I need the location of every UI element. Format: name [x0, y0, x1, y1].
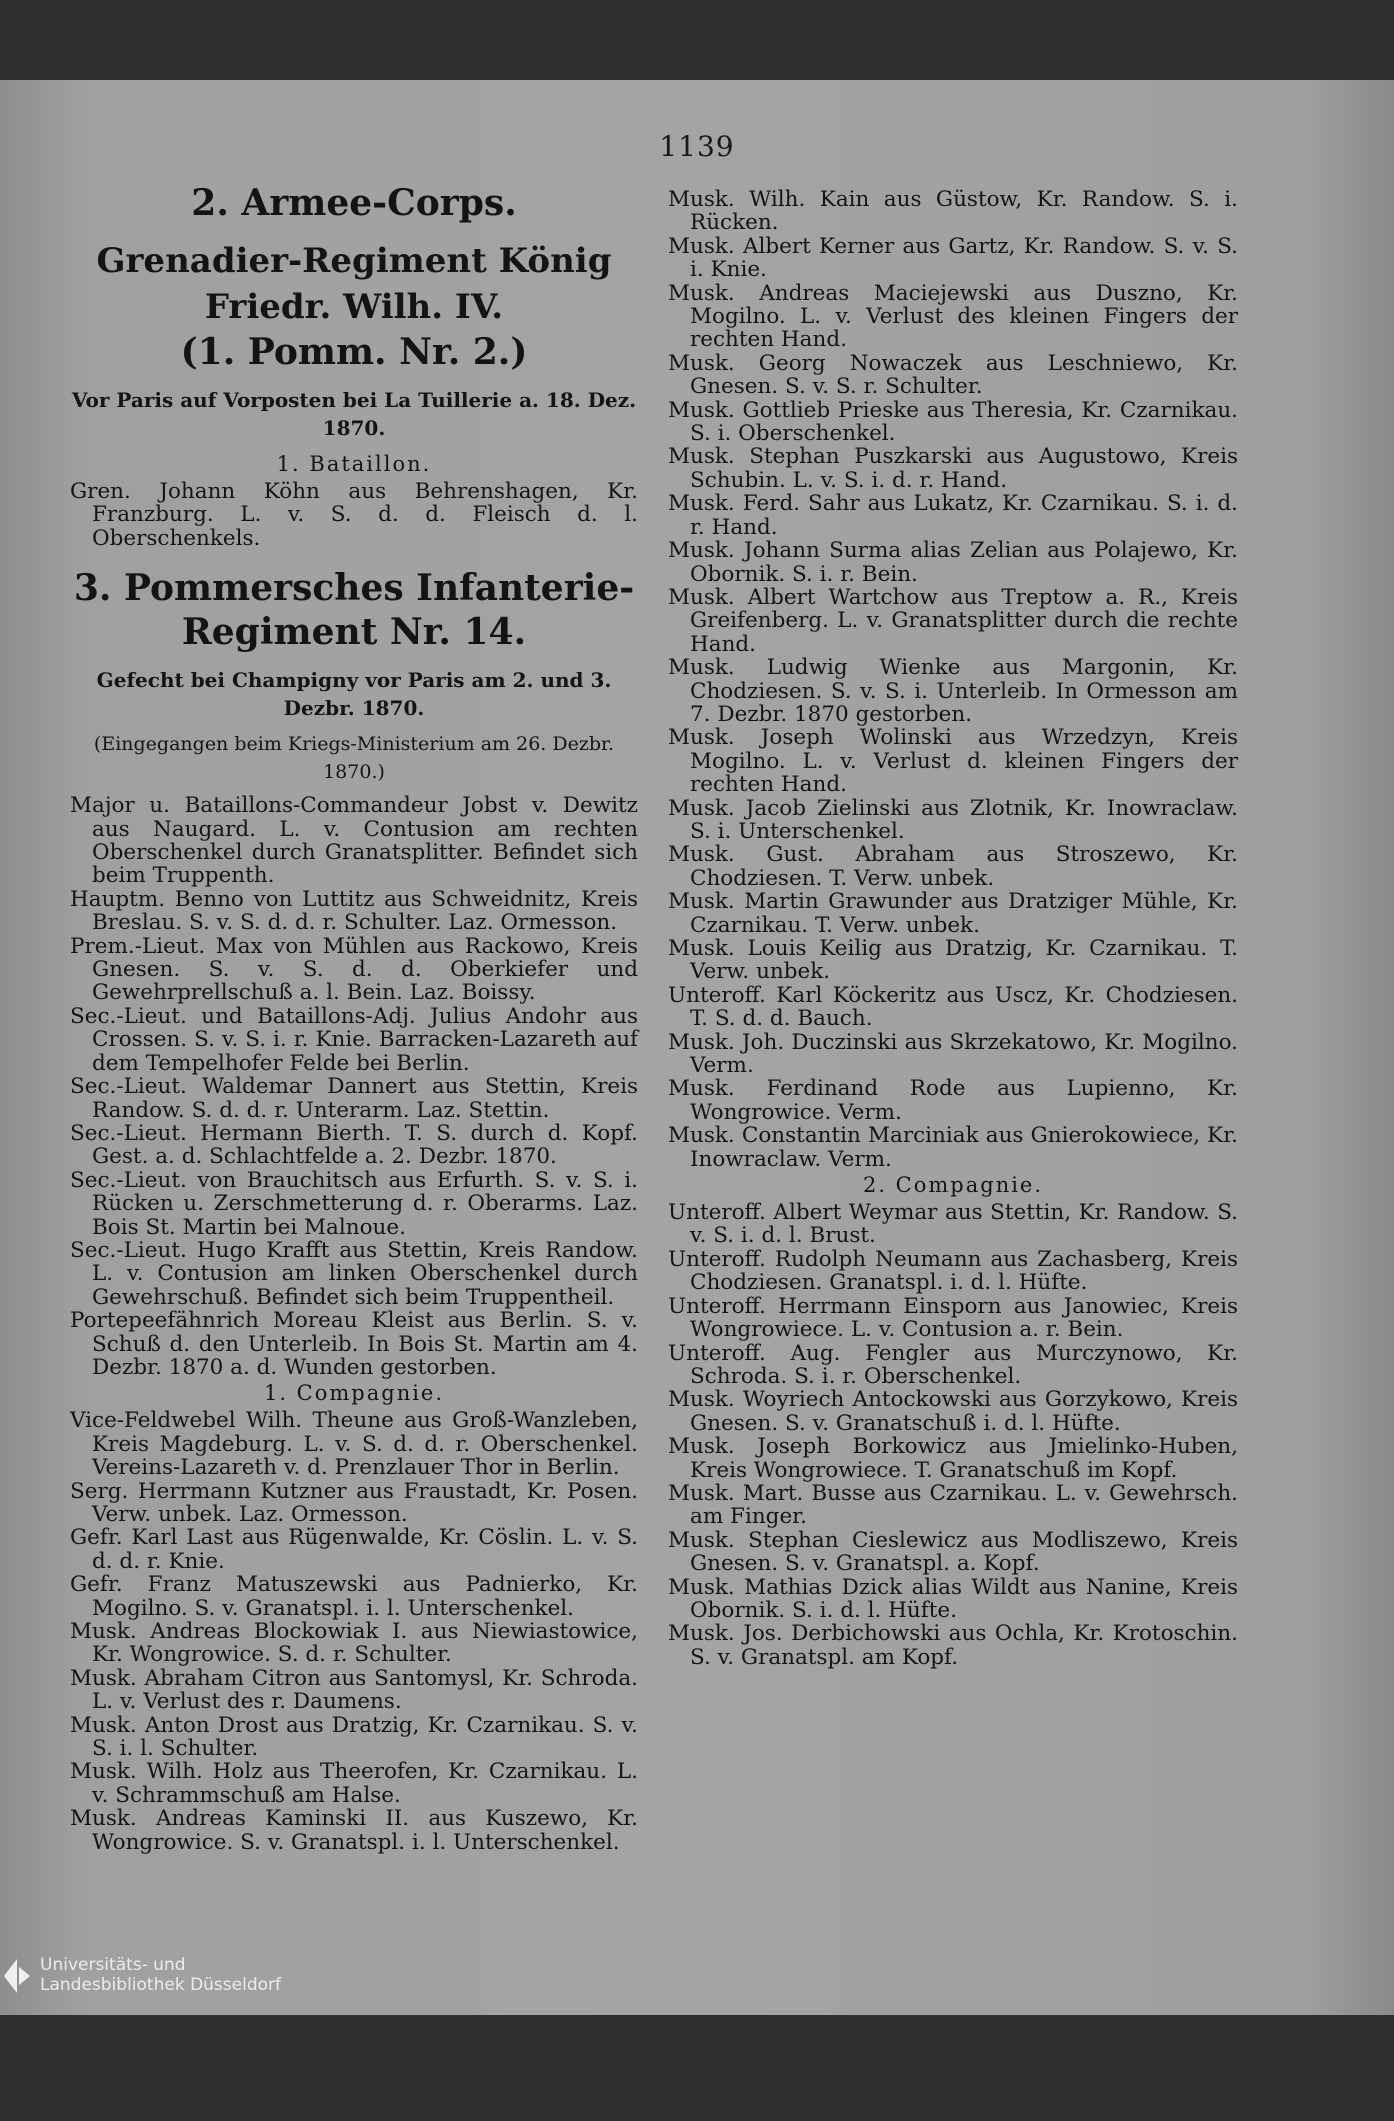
list-item: Musk. Joseph Wolinski aus Wrzedzyn, Kreis Mogilno. L. v. Verlust d. kleinen Fingers der rechten Hand.: [668, 725, 1238, 798]
list-item: Musk. Georg Nowaczek aus Leschniewo, Kr. Gnesen. S. v. S. r. Schulter.: [668, 350, 1238, 400]
list-item: Musk. Ferd. Sahr aus Lukatz, Kr. Czarnikau. S. i. d. r. Hand.: [668, 491, 1238, 540]
list-item: Portepeefähnrich Moreau Kleist aus Berlin. S. v. Schuß d. den Unterleib. In Bois St. Martin am 4. Dezbr. 1870 a. d. Wunden gestorben.: [70, 1308, 638, 1380]
list-item: Hauptm. Benno von Luttitz aus Schweidnitz, Kreis Breslau. S. v. S. d. d. r. Schulter. Laz. Ormesson.: [70, 886, 638, 936]
regiment-heading-1: Grenadier-Regiment König Friedr. Wilh. IV.: [96, 241, 612, 327]
list-item: Unteroff. Rudolph Neumann aus Zachasberg, Kreis Chodziesen. Granatspl. i. d. l. Hüfte.: [668, 1246, 1238, 1296]
list-item: Musk. Gust. Abraham aus Stroszewo, Kr. Chodziesen. T. Verw. unbek.: [668, 842, 1238, 891]
list-item: Gefr. Karl Last aus Rügenwalde, Kr. Cöslin. L. v. S. d. d. r. Knie.: [70, 1525, 638, 1574]
right-column: [668, 188, 1238, 1669]
list-item: Musk. Andreas Maciejewski aus Duszno, Kr. Mogilno. L. v. Verlust des kleinen Fingers der rechten Hand.: [668, 280, 1238, 353]
list-item: Musk. Martin Grawunder aus Dratziger Mühle, Kr. Czarnikau. T. Verw. unbek.: [668, 889, 1238, 938]
list-item: Prem.-Lieut. Max von Mühlen aus Rackowo, Kreis Gnesen. S. v. S. d. d. Oberkiefer und Gewehrprellschuß a. l. Bein. Laz. Boissy.: [70, 933, 638, 1006]
list-item: Musk. Stephan Puszkarski aus Augustowo, Kreis Schubin. L. v. S. i. d. r. Hand.: [668, 444, 1238, 493]
page-number: 1139: [659, 130, 735, 163]
footer-line-2: Landesbibliothek Düsseldorf: [40, 1975, 281, 1995]
list-item: Major u. Bataillons-Commandeur Jobst v. Dewitz aus Naugard. L. v. Contusion am rechten Oberschenkel durch Granatsplitter. Befindet sich beim Truppenth.: [70, 793, 638, 889]
list-item: Musk. Joseph Borkowicz aus Jmielinko-Huben, Kreis Wongrowiece. T. Granatschuß im Kopf.: [668, 1434, 1238, 1483]
list-item: Musk. Constantin Marciniak aus Gnierokowiece, Kr. Inowraclaw. Verm.: [668, 1123, 1238, 1172]
list-item: Musk. Jos. Derbichowski aus Ochla, Kr. Krotoschin. S. v. Granatspl. am Kopf.: [668, 1621, 1238, 1670]
list-item: Sec.-Lieut. und Bataillons-Adj. Julius Andohr aus Crossen. S. v. S. i. r. Knie. Barracken-Lazareth auf dem Tempelhofer Felde bei Berlin.: [70, 1003, 638, 1076]
list-item: Musk. Andreas Blockowiak I. aus Niewiastowice, Kr. Wongrowice. S. d. r. Schulter.: [70, 1619, 638, 1668]
battalion-heading: 1. Bataillon.: [276, 452, 432, 476]
corps-heading: 2. Armee-Corps.: [191, 182, 517, 224]
received-note: (Eingegangen beim Kriegs-Ministerium am 26. Dezbr. 1870.): [93, 733, 615, 784]
list-item: Sec.-Lieut. von Brauchitsch aus Erfurth. S. v. S. i. Rücken u. Zerschmetterung d. r. Oberarms. Laz. Bois St. Martin bei Malnoue.: [70, 1167, 638, 1240]
regiment-heading-1-sub: (1. Pomm. Nr. 2.): [180, 331, 528, 373]
regiment-heading-2: 3. Pommersches Infanterie-Regiment Nr. 14.: [73, 567, 635, 654]
list-item: Musk. Woyriech Antockowski aus Gorzykowo, Kreis Gnesen. S. v. Granatschuß i. d. l. Hüfte.: [668, 1387, 1238, 1436]
list-item: Musk. Anton Drost aus Dratzig, Kr. Czarnikau. S. v. S. i. l. Schulter.: [70, 1712, 638, 1762]
list-item: Serg. Herrmann Kutzner aus Fraustadt, Kr. Posen. Verw. unbek. Laz. Ormesson.: [70, 1478, 638, 1527]
list-item: Musk. Stephan Cieslewicz aus Modliszewo, Kreis Gnesen. S. v. Granatspl. a. Kopf.: [668, 1527, 1238, 1577]
list-item: Musk. Abraham Citron aus Santomysl, Kr. Schroda. L. v. Verlust des r. Daumens.: [70, 1665, 638, 1715]
library-footer: [0, 1955, 300, 1995]
list-item: Sec.-Lieut. Hugo Krafft aus Stettin, Kreis Randow. L. v. Contusion am linken Oberschenkel durch Gewehrschuß. Befindet sich beim Truppentheil.: [70, 1237, 638, 1310]
list-item: Musk. Andreas Kaminski II. aus Kuszewo, Kr. Wongrowice. S. v. Granatspl. i. l. Unterschenkel.: [70, 1806, 638, 1855]
list-item: Musk. Ludwig Wienke aus Margonin, Kr. Chodziesen. S. v. S. i. Unterleib. In Ormesson am 7. Dezbr. 1870 gestorben.: [668, 655, 1238, 727]
list-item: Unteroff. Karl Köckeritz aus Uscz, Kr. Chodziesen. T. S. d. d. Bauch.: [668, 982, 1238, 1032]
list-item: Musk. Gottlieb Prieske aus Theresia, Kr. Czarnikau. S. i. Oberschenkel.: [668, 397, 1238, 447]
list-item: Musk. Albert Kerner aus Gartz, Kr. Randow. S. v. S. i. Knie.: [668, 233, 1238, 283]
list-item: Musk. Jacob Zielinski aus Zlotnik, Kr. Inowraclaw. S. i. Unterschenkel.: [668, 795, 1238, 844]
list-item: Vice-Feldwebel Wilh. Theune aus Groß-Wanzleben, Kreis Magdeburg. L. v. S. d. d. r. Oberschenkel. Vereins-Lazareth v. d. Prenzlauer Thor in Berlin.: [70, 1408, 638, 1481]
left-column: [70, 176, 638, 1854]
list-item: Musk. Mathias Dzick alias Wildt aus Nanine, Kreis Obornik. S. i. d. l. Hüfte.: [668, 1574, 1238, 1623]
company-heading-1: 1. Compagnie.: [263, 1381, 445, 1406]
list-item: Musk. Albert Wartchow aus Treptow a. R., Kreis Greifenberg. L. v. Granatsplitter durch die rechte Hand.: [668, 584, 1238, 657]
company-heading-2: 2. Compagnie.: [862, 1173, 1044, 1198]
list-item: Musk. Wilh. Holz aus Theerofen, Kr. Czarnikau. L. v. Schrammschuß am Halse.: [70, 1759, 638, 1808]
list-item: Musk. Louis Keilig aus Dratzig, Kr. Czarnikau. T. Verw. unbek.: [668, 936, 1238, 985]
event-heading-1: Vor Paris auf Vorposten bei La Tuillerie a. 18. Dez. 1870.: [71, 388, 637, 440]
list-item: Musk. Wilh. Kain aus Güstow, Kr. Randow. S. i. Rücken.: [668, 187, 1238, 236]
list-item: Musk. Ferdinand Rode aus Lupienno, Kr. Wongrowice. Verm.: [668, 1076, 1238, 1125]
list-item: Gren. Johann Köhn aus Behrenshagen, Kr. Franzburg. L. v. S. d. d. Fleisch d. l. Oberschenkels.: [70, 479, 638, 551]
list-item: Musk. Mart. Busse aus Czarnikau. L. v. Gewehrsch. am Finger.: [668, 1480, 1238, 1530]
list-item: Unteroff. Albert Weymar aus Stettin, Kr. Randow. S. v. S. i. d. l. Brust.: [668, 1200, 1238, 1249]
list-item: Musk. Joh. Duczinski aus Skrzekatowo, Kr. Mogilno. Verm.: [668, 1029, 1238, 1079]
library-logo-icon: [2, 1957, 32, 1995]
list-item: Gefr. Franz Matuszewski aus Padnierko, Kr. Mogilno. S. v. Granatspl. i. l. Unterschenkel.: [70, 1572, 638, 1621]
list-item: Sec.-Lieut. Waldemar Dannert aus Stettin, Kreis Randow. S. d. d. r. Unterarm. Laz. Stettin.: [70, 1074, 638, 1123]
list-item: Unteroff. Herrmann Einsporn aus Janowiec, Kreis Wongrowiece. L. v. Contusion a. r. Bein.: [668, 1293, 1238, 1343]
footer-line-1: Universitäts- und: [40, 1955, 186, 1975]
event-heading-2: Gefecht bei Champigny vor Paris am 2. und 3. Dezbr. 1870.: [96, 668, 612, 721]
scanned-page: [0, 80, 1394, 2015]
list-item: Unteroff. Aug. Fengler aus Murczynowo, Kr. Schroda. S. i. r. Oberschenkel.: [668, 1340, 1238, 1389]
list-item: Sec.-Lieut. Hermann Bierth. T. S. durch d. Kopf. Gest. a. d. Schlachtfelde a. 2. Dezbr. 1870.: [70, 1120, 638, 1170]
list-item: Musk. Johann Surma alias Zelian aus Polajewo, Kr. Obornik. S. i. r. Bein.: [668, 538, 1238, 587]
